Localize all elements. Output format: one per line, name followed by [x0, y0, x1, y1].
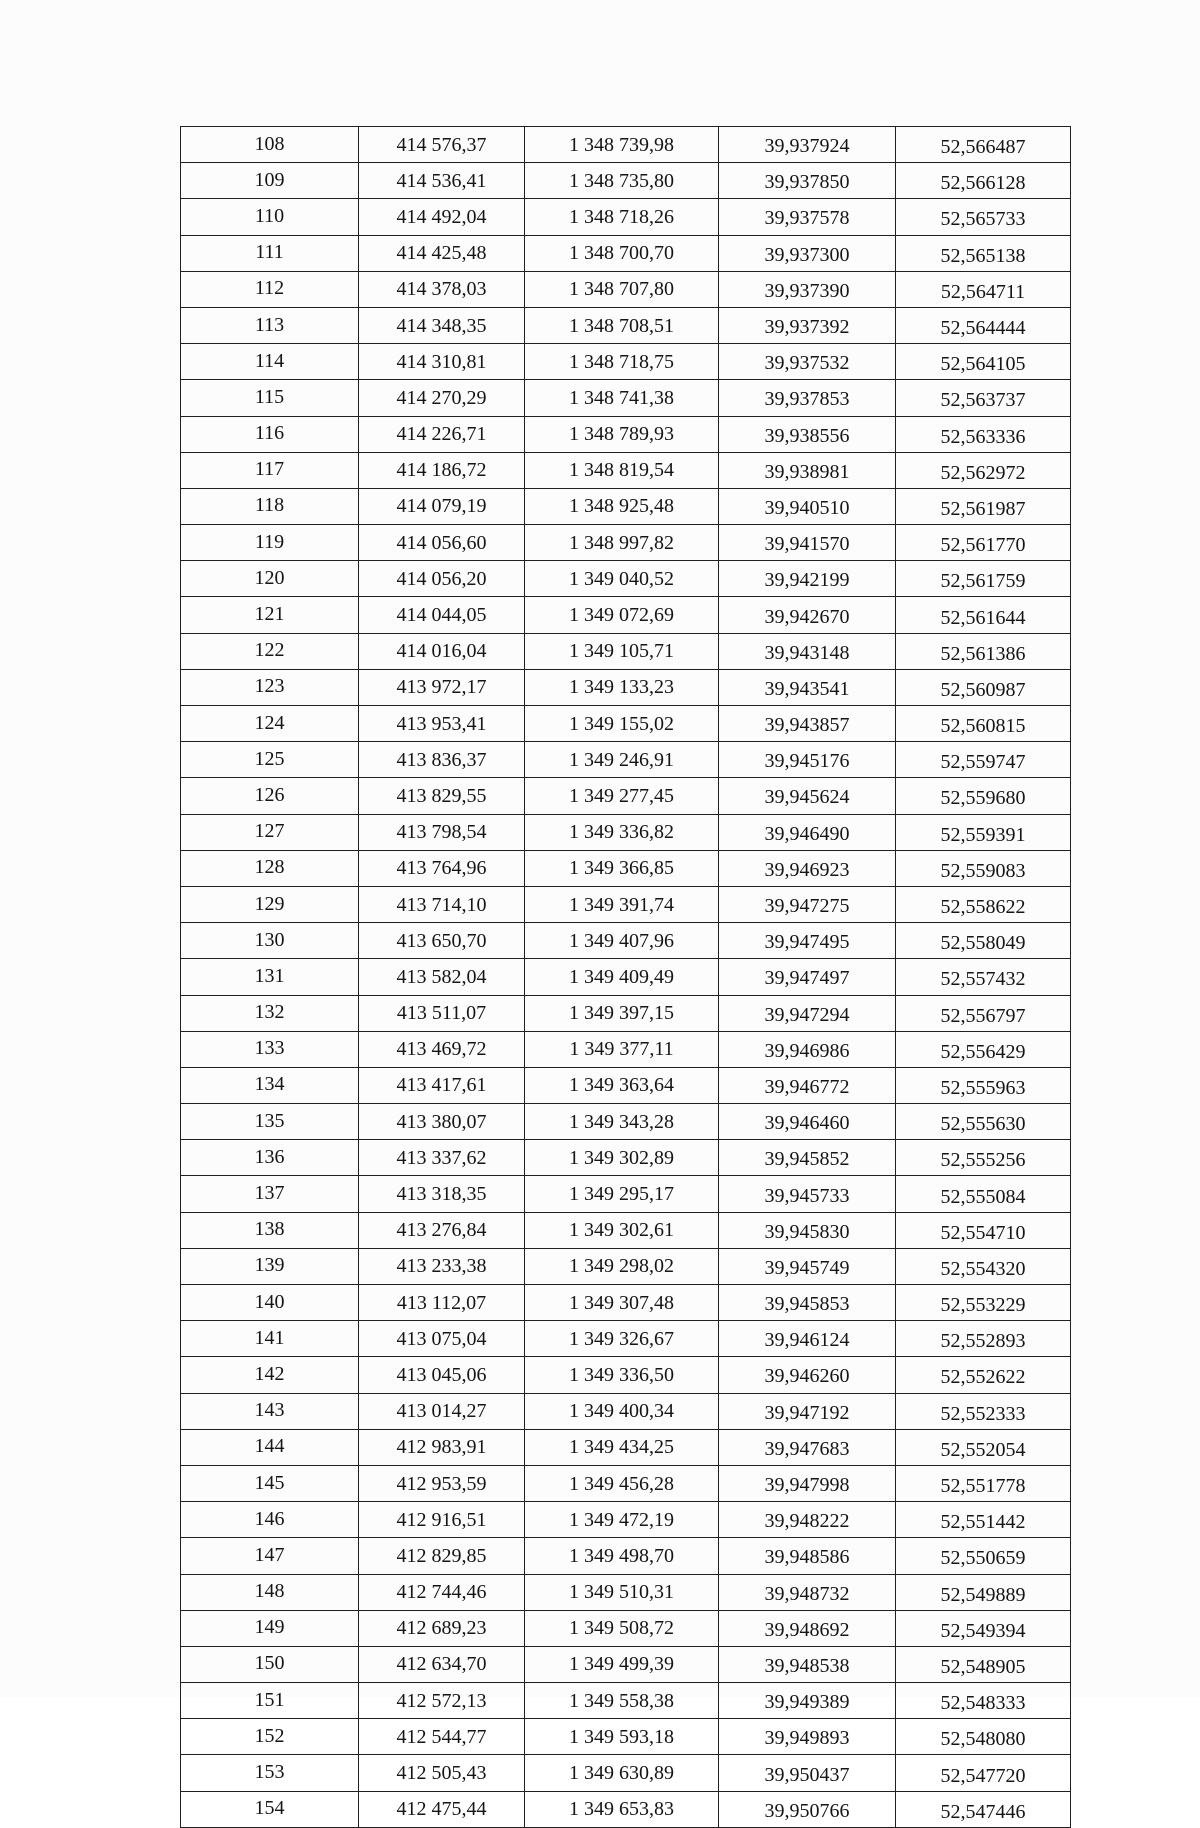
- y-coordinate-cell: 1 349 105,71: [525, 633, 719, 669]
- latitude-cell: 39,937532: [719, 344, 896, 380]
- y-coordinate-cell: 1 348 718,75: [525, 344, 719, 380]
- longitude-cell: 52,561386: [896, 633, 1071, 669]
- point-number-cell: 152: [181, 1719, 359, 1755]
- longitude-cell: 52,564444: [896, 307, 1071, 343]
- x-coordinate-cell: 412 983,91: [359, 1429, 525, 1465]
- longitude-cell: 52,565733: [896, 199, 1071, 235]
- x-coordinate-cell: 413 233,38: [359, 1248, 525, 1284]
- point-number-cell: 148: [181, 1574, 359, 1610]
- y-coordinate-cell: 1 349 558,38: [525, 1683, 719, 1719]
- coordinates-table-container: [180, 126, 1070, 1828]
- table-row: [181, 1031, 1071, 1067]
- x-coordinate-cell: 413 014,27: [359, 1393, 525, 1429]
- table-row: [181, 669, 1071, 705]
- longitude-cell: 52,563737: [896, 380, 1071, 416]
- x-coordinate-cell: 412 744,46: [359, 1574, 525, 1610]
- longitude-cell: 52,552622: [896, 1357, 1071, 1393]
- longitude-cell: 52,559391: [896, 814, 1071, 850]
- longitude-cell: 52,555084: [896, 1176, 1071, 1212]
- longitude-cell: 52,561759: [896, 561, 1071, 597]
- x-coordinate-cell: 413 045,06: [359, 1357, 525, 1393]
- latitude-cell: 39,937300: [719, 235, 896, 271]
- latitude-cell: 39,947683: [719, 1429, 896, 1465]
- table-row: [181, 814, 1071, 850]
- latitude-cell: 39,938556: [719, 416, 896, 452]
- point-number-cell: 112: [181, 271, 359, 307]
- point-number-cell: 134: [181, 1067, 359, 1103]
- longitude-cell: 52,552333: [896, 1393, 1071, 1429]
- point-number-cell: 118: [181, 488, 359, 524]
- y-coordinate-cell: 1 349 295,17: [525, 1176, 719, 1212]
- y-coordinate-cell: 1 349 326,67: [525, 1321, 719, 1357]
- y-coordinate-cell: 1 349 366,85: [525, 850, 719, 886]
- latitude-cell: 39,945176: [719, 742, 896, 778]
- latitude-cell: 39,943541: [719, 669, 896, 705]
- y-coordinate-cell: 1 349 400,34: [525, 1393, 719, 1429]
- coordinates-table: [180, 126, 1071, 1828]
- x-coordinate-cell: 414 536,41: [359, 163, 525, 199]
- table-row: [181, 597, 1071, 633]
- x-coordinate-cell: 413 953,41: [359, 706, 525, 742]
- longitude-cell: 52,551442: [896, 1502, 1071, 1538]
- table-row: [181, 886, 1071, 922]
- x-coordinate-cell: 412 572,13: [359, 1683, 525, 1719]
- y-coordinate-cell: 1 349 072,69: [525, 597, 719, 633]
- table-row: [181, 344, 1071, 380]
- y-coordinate-cell: 1 349 397,15: [525, 995, 719, 1031]
- x-coordinate-cell: 413 829,55: [359, 778, 525, 814]
- table-row: [181, 1502, 1071, 1538]
- y-coordinate-cell: 1 349 246,91: [525, 742, 719, 778]
- longitude-cell: 52,562972: [896, 452, 1071, 488]
- longitude-cell: 52,554320: [896, 1248, 1071, 1284]
- table-row: [181, 1176, 1071, 1212]
- x-coordinate-cell: 412 953,59: [359, 1465, 525, 1501]
- point-number-cell: 143: [181, 1393, 359, 1429]
- latitude-cell: 39,946986: [719, 1031, 896, 1067]
- latitude-cell: 39,946772: [719, 1067, 896, 1103]
- longitude-cell: 52,564711: [896, 271, 1071, 307]
- longitude-cell: 52,558622: [896, 886, 1071, 922]
- longitude-cell: 52,555256: [896, 1140, 1071, 1176]
- table-row: [181, 1067, 1071, 1103]
- x-coordinate-cell: 413 276,84: [359, 1212, 525, 1248]
- point-number-cell: 109: [181, 163, 359, 199]
- y-coordinate-cell: 1 349 472,19: [525, 1502, 719, 1538]
- latitude-cell: 39,937390: [719, 271, 896, 307]
- point-number-cell: 136: [181, 1140, 359, 1176]
- longitude-cell: 52,557432: [896, 959, 1071, 995]
- longitude-cell: 52,555630: [896, 1104, 1071, 1140]
- latitude-cell: 39,950766: [719, 1791, 896, 1827]
- x-coordinate-cell: 414 576,37: [359, 127, 525, 163]
- longitude-cell: 52,556429: [896, 1031, 1071, 1067]
- table-row: [181, 1646, 1071, 1682]
- point-number-cell: 140: [181, 1285, 359, 1321]
- y-coordinate-cell: 1 349 302,89: [525, 1140, 719, 1176]
- point-number-cell: 128: [181, 850, 359, 886]
- y-coordinate-cell: 1 349 377,11: [525, 1031, 719, 1067]
- y-coordinate-cell: 1 349 499,39: [525, 1646, 719, 1682]
- point-number-cell: 119: [181, 525, 359, 561]
- table-row: [181, 959, 1071, 995]
- longitude-cell: 52,551778: [896, 1465, 1071, 1501]
- x-coordinate-cell: 413 764,96: [359, 850, 525, 886]
- table-row: [181, 1791, 1071, 1827]
- latitude-cell: 39,947998: [719, 1465, 896, 1501]
- table-row: [181, 127, 1071, 163]
- point-number-cell: 111: [181, 235, 359, 271]
- latitude-cell: 39,947495: [719, 923, 896, 959]
- point-number-cell: 132: [181, 995, 359, 1031]
- y-coordinate-cell: 1 349 336,50: [525, 1357, 719, 1393]
- longitude-cell: 52,554710: [896, 1212, 1071, 1248]
- table-row: [181, 199, 1071, 235]
- latitude-cell: 39,937924: [719, 127, 896, 163]
- x-coordinate-cell: 413 337,62: [359, 1140, 525, 1176]
- longitude-cell: 52,561987: [896, 488, 1071, 524]
- point-number-cell: 127: [181, 814, 359, 850]
- longitude-cell: 52,566128: [896, 163, 1071, 199]
- point-number-cell: 126: [181, 778, 359, 814]
- table-row: [181, 1357, 1071, 1393]
- point-number-cell: 135: [181, 1104, 359, 1140]
- longitude-cell: 52,552893: [896, 1321, 1071, 1357]
- latitude-cell: 39,948732: [719, 1574, 896, 1610]
- x-coordinate-cell: 413 075,04: [359, 1321, 525, 1357]
- latitude-cell: 39,946923: [719, 850, 896, 886]
- y-coordinate-cell: 1 349 277,45: [525, 778, 719, 814]
- y-coordinate-cell: 1 349 363,64: [525, 1067, 719, 1103]
- x-coordinate-cell: 413 582,04: [359, 959, 525, 995]
- y-coordinate-cell: 1 349 407,96: [525, 923, 719, 959]
- longitude-cell: 52,563336: [896, 416, 1071, 452]
- x-coordinate-cell: 413 318,35: [359, 1176, 525, 1212]
- point-number-cell: 138: [181, 1212, 359, 1248]
- point-number-cell: 153: [181, 1755, 359, 1791]
- table-row: [181, 488, 1071, 524]
- y-coordinate-cell: 1 349 409,49: [525, 959, 719, 995]
- table-row: [181, 1285, 1071, 1321]
- point-number-cell: 129: [181, 886, 359, 922]
- latitude-cell: 39,937853: [719, 380, 896, 416]
- table-row: [181, 416, 1071, 452]
- point-number-cell: 117: [181, 452, 359, 488]
- longitude-cell: 52,561770: [896, 525, 1071, 561]
- x-coordinate-cell: 413 469,72: [359, 1031, 525, 1067]
- latitude-cell: 39,942670: [719, 597, 896, 633]
- y-coordinate-cell: 1 348 819,54: [525, 452, 719, 488]
- y-coordinate-cell: 1 349 040,52: [525, 561, 719, 597]
- point-number-cell: 122: [181, 633, 359, 669]
- y-coordinate-cell: 1 348 700,70: [525, 235, 719, 271]
- longitude-cell: 52,564105: [896, 344, 1071, 380]
- x-coordinate-cell: 414 378,03: [359, 271, 525, 307]
- table-row: [181, 1104, 1071, 1140]
- latitude-cell: 39,947192: [719, 1393, 896, 1429]
- latitude-cell: 39,947275: [719, 886, 896, 922]
- y-coordinate-cell: 1 349 653,83: [525, 1791, 719, 1827]
- table-row: [181, 1574, 1071, 1610]
- x-coordinate-cell: 413 798,54: [359, 814, 525, 850]
- y-coordinate-cell: 1 348 707,80: [525, 271, 719, 307]
- y-coordinate-cell: 1 348 739,98: [525, 127, 719, 163]
- x-coordinate-cell: 413 112,07: [359, 1285, 525, 1321]
- longitude-cell: 52,558049: [896, 923, 1071, 959]
- table-row: [181, 1212, 1071, 1248]
- x-coordinate-cell: 413 972,17: [359, 669, 525, 705]
- latitude-cell: 39,945733: [719, 1176, 896, 1212]
- latitude-cell: 39,938981: [719, 452, 896, 488]
- latitude-cell: 39,945830: [719, 1212, 896, 1248]
- table-row: [181, 1755, 1071, 1791]
- latitude-cell: 39,937392: [719, 307, 896, 343]
- table-row: [181, 1429, 1071, 1465]
- longitude-cell: 52,548905: [896, 1646, 1071, 1682]
- y-coordinate-cell: 1 349 155,02: [525, 706, 719, 742]
- latitude-cell: 39,940510: [719, 488, 896, 524]
- x-coordinate-cell: 414 016,04: [359, 633, 525, 669]
- latitude-cell: 39,950437: [719, 1755, 896, 1791]
- point-number-cell: 131: [181, 959, 359, 995]
- longitude-cell: 52,548333: [896, 1683, 1071, 1719]
- x-coordinate-cell: 413 380,07: [359, 1104, 525, 1140]
- longitude-cell: 52,550659: [896, 1538, 1071, 1574]
- y-coordinate-cell: 1 349 508,72: [525, 1610, 719, 1646]
- table-row: [181, 706, 1071, 742]
- x-coordinate-cell: 414 310,81: [359, 344, 525, 380]
- longitude-cell: 52,547446: [896, 1791, 1071, 1827]
- x-coordinate-cell: 413 511,07: [359, 995, 525, 1031]
- point-number-cell: 150: [181, 1646, 359, 1682]
- table-row: [181, 1683, 1071, 1719]
- latitude-cell: 39,945853: [719, 1285, 896, 1321]
- point-number-cell: 151: [181, 1683, 359, 1719]
- y-coordinate-cell: 1 349 133,23: [525, 669, 719, 705]
- coordinates-table-body: [181, 127, 1071, 1828]
- table-row: [181, 1538, 1071, 1574]
- latitude-cell: 39,947294: [719, 995, 896, 1031]
- table-row: [181, 525, 1071, 561]
- x-coordinate-cell: 414 270,29: [359, 380, 525, 416]
- latitude-cell: 39,949893: [719, 1719, 896, 1755]
- longitude-cell: 52,549394: [896, 1610, 1071, 1646]
- latitude-cell: 39,948692: [719, 1610, 896, 1646]
- table-row: [181, 1140, 1071, 1176]
- x-coordinate-cell: 414 492,04: [359, 199, 525, 235]
- longitude-cell: 52,553229: [896, 1285, 1071, 1321]
- y-coordinate-cell: 1 349 336,82: [525, 814, 719, 850]
- table-row: [181, 778, 1071, 814]
- point-number-cell: 125: [181, 742, 359, 778]
- point-number-cell: 115: [181, 380, 359, 416]
- latitude-cell: 39,942199: [719, 561, 896, 597]
- longitude-cell: 52,556797: [896, 995, 1071, 1031]
- x-coordinate-cell: 414 056,20: [359, 561, 525, 597]
- latitude-cell: 39,948222: [719, 1502, 896, 1538]
- x-coordinate-cell: 413 650,70: [359, 923, 525, 959]
- latitude-cell: 39,946260: [719, 1357, 896, 1393]
- y-coordinate-cell: 1 349 298,02: [525, 1248, 719, 1284]
- latitude-cell: 39,937850: [719, 163, 896, 199]
- x-coordinate-cell: 414 226,71: [359, 416, 525, 452]
- point-number-cell: 113: [181, 307, 359, 343]
- latitude-cell: 39,941570: [719, 525, 896, 561]
- table-row: [181, 923, 1071, 959]
- latitude-cell: 39,948538: [719, 1646, 896, 1682]
- y-coordinate-cell: 1 349 302,61: [525, 1212, 719, 1248]
- x-coordinate-cell: 413 714,10: [359, 886, 525, 922]
- point-number-cell: 154: [181, 1791, 359, 1827]
- table-row: [181, 1393, 1071, 1429]
- point-number-cell: 108: [181, 127, 359, 163]
- latitude-cell: 39,946124: [719, 1321, 896, 1357]
- x-coordinate-cell: 414 056,60: [359, 525, 525, 561]
- table-row: [181, 850, 1071, 886]
- table-row: [181, 1321, 1071, 1357]
- x-coordinate-cell: 412 916,51: [359, 1502, 525, 1538]
- table-row: [181, 163, 1071, 199]
- table-row: [181, 452, 1071, 488]
- latitude-cell: 39,945624: [719, 778, 896, 814]
- table-row: [181, 235, 1071, 271]
- table-row: [181, 1465, 1071, 1501]
- table-row: [181, 995, 1071, 1031]
- y-coordinate-cell: 1 348 997,82: [525, 525, 719, 561]
- x-coordinate-cell: 413 836,37: [359, 742, 525, 778]
- x-coordinate-cell: 412 544,77: [359, 1719, 525, 1755]
- latitude-cell: 39,947497: [719, 959, 896, 995]
- y-coordinate-cell: 1 348 789,93: [525, 416, 719, 452]
- latitude-cell: 39,946460: [719, 1104, 896, 1140]
- y-coordinate-cell: 1 348 735,80: [525, 163, 719, 199]
- point-number-cell: 144: [181, 1429, 359, 1465]
- point-number-cell: 142: [181, 1357, 359, 1393]
- longitude-cell: 52,559747: [896, 742, 1071, 778]
- longitude-cell: 52,559680: [896, 778, 1071, 814]
- x-coordinate-cell: 414 079,19: [359, 488, 525, 524]
- latitude-cell: 39,943857: [719, 706, 896, 742]
- latitude-cell: 39,949389: [719, 1683, 896, 1719]
- table-row: [181, 1610, 1071, 1646]
- point-number-cell: 141: [181, 1321, 359, 1357]
- x-coordinate-cell: 414 348,35: [359, 307, 525, 343]
- latitude-cell: 39,948586: [719, 1538, 896, 1574]
- table-row: [181, 633, 1071, 669]
- point-number-cell: 116: [181, 416, 359, 452]
- x-coordinate-cell: 412 505,43: [359, 1755, 525, 1791]
- y-coordinate-cell: 1 348 741,38: [525, 380, 719, 416]
- table-row: [181, 307, 1071, 343]
- y-coordinate-cell: 1 349 630,89: [525, 1755, 719, 1791]
- point-number-cell: 139: [181, 1248, 359, 1284]
- longitude-cell: 52,559083: [896, 850, 1071, 886]
- longitude-cell: 52,555963: [896, 1067, 1071, 1103]
- x-coordinate-cell: 412 634,70: [359, 1646, 525, 1682]
- table-row: [181, 561, 1071, 597]
- table-row: [181, 742, 1071, 778]
- table-row: [181, 271, 1071, 307]
- point-number-cell: 147: [181, 1538, 359, 1574]
- longitude-cell: 52,566487: [896, 127, 1071, 163]
- table-row: [181, 1719, 1071, 1755]
- point-number-cell: 110: [181, 199, 359, 235]
- x-coordinate-cell: 412 689,23: [359, 1610, 525, 1646]
- point-number-cell: 124: [181, 706, 359, 742]
- point-number-cell: 123: [181, 669, 359, 705]
- y-coordinate-cell: 1 348 925,48: [525, 488, 719, 524]
- y-coordinate-cell: 1 349 391,74: [525, 886, 719, 922]
- y-coordinate-cell: 1 348 708,51: [525, 307, 719, 343]
- longitude-cell: 52,561644: [896, 597, 1071, 633]
- x-coordinate-cell: 413 417,61: [359, 1067, 525, 1103]
- latitude-cell: 39,945852: [719, 1140, 896, 1176]
- longitude-cell: 52,547720: [896, 1755, 1071, 1791]
- longitude-cell: 52,560987: [896, 669, 1071, 705]
- point-number-cell: 114: [181, 344, 359, 380]
- latitude-cell: 39,945749: [719, 1248, 896, 1284]
- latitude-cell: 39,943148: [719, 633, 896, 669]
- y-coordinate-cell: 1 348 718,26: [525, 199, 719, 235]
- point-number-cell: 121: [181, 597, 359, 633]
- table-row: [181, 380, 1071, 416]
- point-number-cell: 137: [181, 1176, 359, 1212]
- x-coordinate-cell: 414 044,05: [359, 597, 525, 633]
- point-number-cell: 133: [181, 1031, 359, 1067]
- y-coordinate-cell: 1 349 498,70: [525, 1538, 719, 1574]
- y-coordinate-cell: 1 349 593,18: [525, 1719, 719, 1755]
- point-number-cell: 149: [181, 1610, 359, 1646]
- y-coordinate-cell: 1 349 434,25: [525, 1429, 719, 1465]
- x-coordinate-cell: 412 475,44: [359, 1791, 525, 1827]
- table-row: [181, 1248, 1071, 1284]
- x-coordinate-cell: 414 186,72: [359, 452, 525, 488]
- point-number-cell: 130: [181, 923, 359, 959]
- longitude-cell: 52,565138: [896, 235, 1071, 271]
- y-coordinate-cell: 1 349 307,48: [525, 1285, 719, 1321]
- y-coordinate-cell: 1 349 343,28: [525, 1104, 719, 1140]
- longitude-cell: 52,549889: [896, 1574, 1071, 1610]
- latitude-cell: 39,937578: [719, 199, 896, 235]
- longitude-cell: 52,552054: [896, 1429, 1071, 1465]
- y-coordinate-cell: 1 349 456,28: [525, 1465, 719, 1501]
- latitude-cell: 39,946490: [719, 814, 896, 850]
- point-number-cell: 145: [181, 1465, 359, 1501]
- x-coordinate-cell: 414 425,48: [359, 235, 525, 271]
- point-number-cell: 120: [181, 561, 359, 597]
- point-number-cell: 146: [181, 1502, 359, 1538]
- x-coordinate-cell: 412 829,85: [359, 1538, 525, 1574]
- y-coordinate-cell: 1 349 510,31: [525, 1574, 719, 1610]
- longitude-cell: 52,560815: [896, 706, 1071, 742]
- longitude-cell: 52,548080: [896, 1719, 1071, 1755]
